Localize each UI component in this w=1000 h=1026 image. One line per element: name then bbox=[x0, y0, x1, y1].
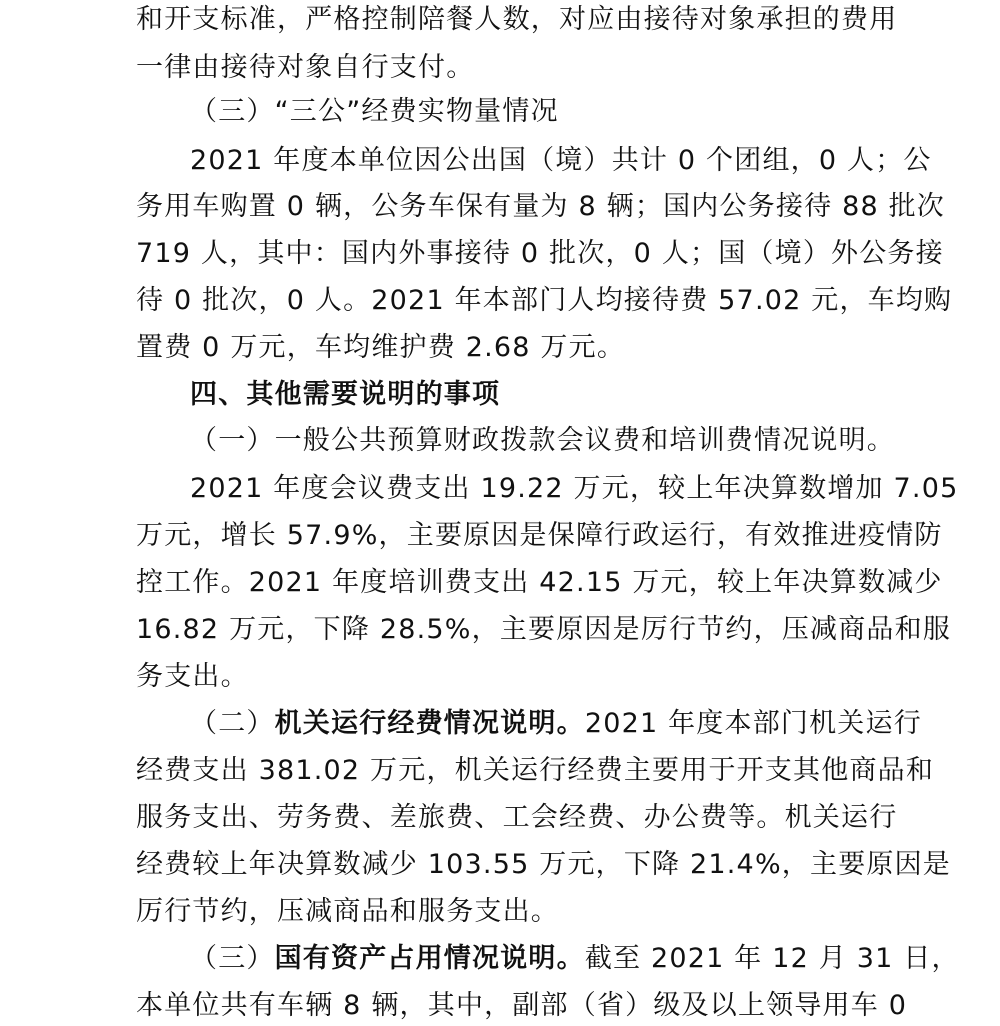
paragraph-line: 一律由接待对象自行支付。 bbox=[136, 52, 475, 83]
paragraph-line: 务支出。 bbox=[136, 661, 249, 692]
subsection-heading: （一）一般公共预算财政拨款会议费和培训费情况说明。 bbox=[190, 425, 895, 456]
paragraph-line: 服务支出、劳务费、差旅费、工会经费、办公费等。机关运行 bbox=[136, 802, 898, 833]
paragraph-line: 2021 年度本单位因公出国（境）共计 0 个团组，0 人；公 bbox=[190, 145, 932, 176]
paragraph-line bbox=[190, 939, 960, 979]
paragraph-text: 截至 2021 年 12 月 31 日， bbox=[584, 943, 960, 974]
paragraph-line: 经费较上年决算数减少 103.55 万元，下降 21.4%，主要原因是 bbox=[136, 849, 951, 880]
subsection-title: 机关运行经费情况说明。 bbox=[274, 708, 585, 739]
paragraph-line: 待 0 批次，0 人。2021 年本部门人均接待费 57.02 元，车均购 bbox=[136, 285, 953, 316]
subsection-label: （二） bbox=[190, 708, 275, 739]
paragraph-line: 本单位共有车辆 8 辆，其中，副部（省）级及以上领导用车 0 bbox=[136, 990, 908, 1021]
paragraph-line: 经费支出 381.02 万元，机关运行经费主要用于开支其他商品和 bbox=[136, 755, 935, 786]
paragraph-line: 719 人，其中：国内外事接待 0 批次，0 人；国（境）外公务接 bbox=[136, 238, 944, 269]
subsection-label: （三） bbox=[190, 943, 275, 974]
paragraph-line: 置费 0 万元，车均维护费 2.68 万元。 bbox=[136, 332, 626, 363]
paragraph-line: 厉行节约，压减商品和服务支出。 bbox=[136, 896, 559, 927]
paragraph-line: 和开支标准，严格控制陪餐人数，对应由接待对象承担的费用 bbox=[136, 4, 898, 35]
paragraph-line: 控工作。2021 年度培训费支出 42.15 万元，较上年决算数减少 bbox=[136, 567, 943, 598]
paragraph-line: 16.82 万元，下降 28.5%，主要原因是厉行节约，压减商品和服 bbox=[136, 614, 952, 645]
paragraph-line: 务用车购置 0 辆，公务车保有量为 8 辆；国内公务接待 88 批次 bbox=[136, 191, 946, 222]
section-heading-bold: 四、其他需要说明的事项 bbox=[190, 379, 501, 410]
section-heading: （三）“三公”经费实物量情况 bbox=[190, 96, 559, 127]
subsection-title: 国有资产占用情况说明。 bbox=[274, 943, 585, 974]
paragraph-line: 万元，增长 57.9%，主要原因是保障行政运行，有效推进疫情防 bbox=[136, 520, 943, 551]
paragraph-text: 2021 年度本部门机关运行 bbox=[584, 708, 922, 739]
paragraph-line bbox=[190, 704, 930, 744]
paragraph-line: 2021 年度会议费支出 19.22 万元，较上年决算数增加 7.05 bbox=[190, 473, 959, 504]
